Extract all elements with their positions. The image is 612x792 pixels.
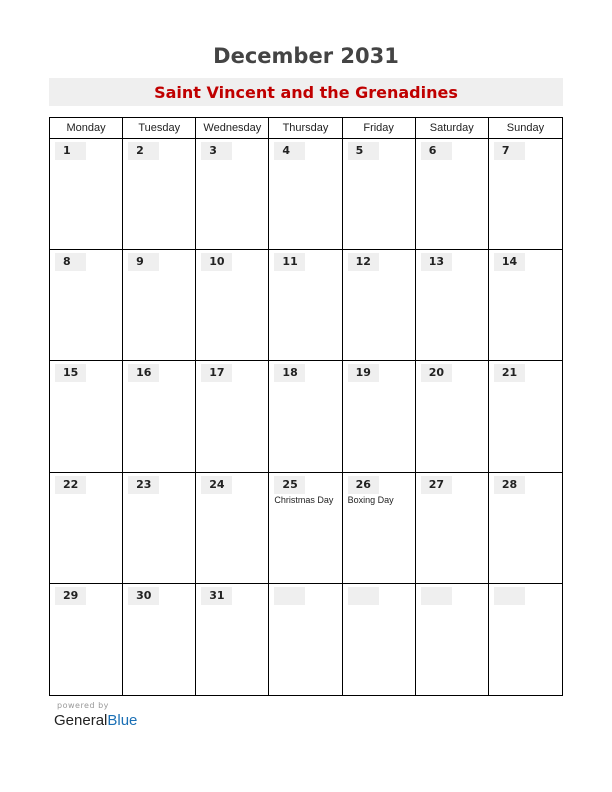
calendar-day-cell[interactable] — [269, 250, 342, 361]
day-of-week-header: Tuesday — [123, 118, 196, 139]
day-number: 27 — [421, 476, 452, 494]
day-number: 29 — [55, 587, 86, 605]
calendar-day-cell[interactable] — [50, 584, 123, 695]
country-name: Saint Vincent and the Grenadines — [154, 82, 458, 102]
calendar-day-cell[interactable] — [269, 361, 342, 472]
calendar-day-cell[interactable] — [123, 139, 196, 250]
calendar-day-cell[interactable] — [123, 250, 196, 361]
day-number: 19 — [348, 364, 379, 382]
brand-blue: Blue — [107, 712, 138, 729]
day-number — [348, 587, 379, 605]
day-number: 5 — [348, 142, 379, 160]
brand-general: General — [54, 712, 108, 729]
day-number: 14 — [494, 253, 525, 271]
day-number — [494, 587, 525, 605]
day-number: 12 — [348, 253, 379, 271]
day-number: 1 — [55, 142, 86, 160]
calendar-day-cell[interactable] — [269, 473, 342, 584]
calendar-day-cell[interactable] — [50, 139, 123, 250]
day-number: 7 — [494, 142, 525, 160]
page-title: December 2031 — [213, 44, 399, 68]
calendar-day-cell[interactable] — [196, 361, 269, 472]
calendar-day-cell[interactable] — [196, 139, 269, 250]
country-banner — [49, 78, 563, 106]
calendar-day-cell[interactable] — [269, 584, 342, 695]
day-number — [274, 587, 305, 605]
calendar-day-cell[interactable] — [416, 584, 489, 695]
day-of-week-header: Wednesday — [196, 118, 269, 139]
calendar-day-cell[interactable] — [489, 139, 562, 250]
calendar-day-cell[interactable] — [269, 139, 342, 250]
day-number: 18 — [274, 364, 305, 382]
calendar-day-cell[interactable] — [50, 250, 123, 361]
day-number: 3 — [201, 142, 232, 160]
calendar-day-cell[interactable] — [416, 473, 489, 584]
day-number: 30 — [128, 587, 159, 605]
calendar-day-cell[interactable] — [416, 250, 489, 361]
day-number: 24 — [201, 476, 232, 494]
day-number: 20 — [421, 364, 452, 382]
day-number: 26 — [348, 476, 379, 494]
day-number: 25 — [274, 476, 305, 494]
day-number: 2 — [128, 142, 159, 160]
calendar-day-cell[interactable] — [489, 361, 562, 472]
calendar-day-cell[interactable] — [123, 584, 196, 695]
powered-by-label: powered by — [57, 701, 109, 710]
calendar-day-cell[interactable] — [123, 361, 196, 472]
calendar-day-cell[interactable] — [343, 473, 416, 584]
calendar-day-cell[interactable] — [343, 584, 416, 695]
day-number: 22 — [55, 476, 86, 494]
calendar-day-cell[interactable] — [343, 250, 416, 361]
calendar-day-cell[interactable] — [50, 473, 123, 584]
day-number — [421, 587, 452, 605]
day-number: 11 — [274, 253, 305, 271]
calendar-day-cell[interactable] — [343, 361, 416, 472]
calendar-day-cell[interactable] — [196, 250, 269, 361]
holiday-label: Christmas Day — [274, 494, 334, 505]
day-number: 17 — [201, 364, 232, 382]
day-of-week-header: Sunday — [489, 118, 562, 139]
day-number: 16 — [128, 364, 159, 382]
day-number: 8 — [55, 253, 86, 271]
holiday-label: Boxing Day — [347, 494, 394, 505]
calendar-grid — [49, 117, 563, 696]
day-of-week-header: Friday — [343, 118, 416, 139]
day-number: 15 — [55, 364, 86, 382]
day-number: 13 — [421, 253, 452, 271]
day-of-week-header: Saturday — [416, 118, 489, 139]
day-of-week-header: Monday — [50, 118, 123, 139]
calendar-day-cell[interactable] — [489, 473, 562, 584]
generalblue-logo[interactable] — [54, 712, 137, 729]
calendar-day-cell[interactable] — [489, 250, 562, 361]
day-number: 4 — [274, 142, 305, 160]
calendar-day-cell[interactable] — [196, 584, 269, 695]
day-number: 21 — [494, 364, 525, 382]
calendar-day-cell[interactable] — [123, 473, 196, 584]
calendar-day-cell[interactable] — [489, 584, 562, 695]
day-number: 10 — [201, 253, 232, 271]
day-number: 23 — [128, 476, 159, 494]
calendar-day-cell[interactable] — [416, 361, 489, 472]
day-number: 31 — [201, 587, 232, 605]
calendar-day-cell[interactable] — [50, 361, 123, 472]
day-number: 28 — [494, 476, 525, 494]
day-of-week-header: Thursday — [269, 118, 342, 139]
calendar-day-cell[interactable] — [416, 139, 489, 250]
calendar-day-cell[interactable] — [343, 139, 416, 250]
day-number: 9 — [128, 253, 159, 271]
calendar-day-cell[interactable] — [196, 473, 269, 584]
day-number: 6 — [421, 142, 452, 160]
